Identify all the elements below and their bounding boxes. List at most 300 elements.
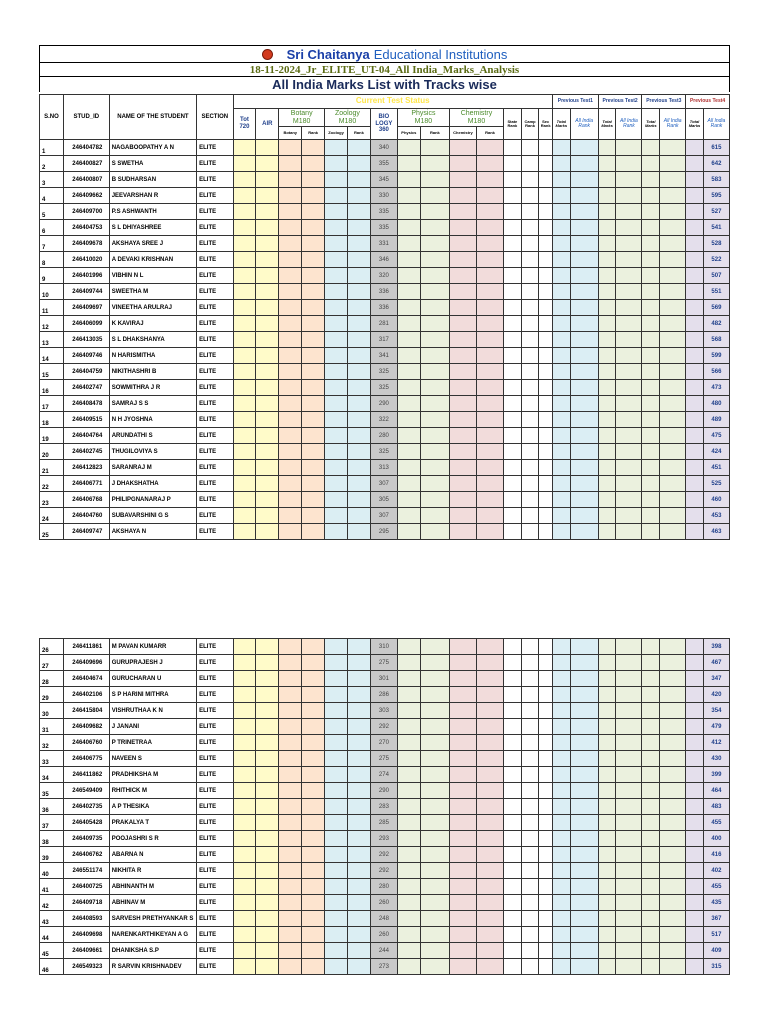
cell-stud-id: 246404764	[63, 428, 109, 444]
cell-biology-score: 285	[370, 815, 397, 831]
cell-empty	[347, 639, 370, 655]
cell-empty	[570, 364, 598, 380]
cell-section: ELITE	[197, 735, 233, 751]
cell-empty	[521, 959, 539, 975]
cell-empty	[347, 364, 370, 380]
cell-empty	[302, 188, 325, 204]
cell-name: GURUCHARAN U	[109, 671, 196, 687]
cell-prev4-rank: 464	[703, 783, 729, 799]
cell-empty	[233, 140, 256, 156]
cell-empty	[686, 332, 704, 348]
cell-empty	[504, 252, 522, 268]
cell-empty	[552, 396, 570, 412]
cell-empty	[476, 220, 503, 236]
cell-empty	[476, 524, 503, 540]
table-row	[40, 188, 730, 204]
table-row	[40, 428, 730, 444]
cell-biology-score: 274	[370, 767, 397, 783]
cell-stud-id: 246409682	[63, 719, 109, 735]
cell-empty	[642, 412, 660, 428]
cell-empty	[302, 783, 325, 799]
cell-empty	[449, 156, 476, 172]
cell-empty	[521, 476, 539, 492]
table-row	[40, 639, 730, 655]
cell-empty	[347, 719, 370, 735]
cell-empty	[420, 863, 449, 879]
cell-section: ELITE	[197, 428, 233, 444]
cell-empty	[325, 444, 348, 460]
cell-empty	[616, 476, 642, 492]
cell-empty	[256, 396, 279, 412]
cell-empty	[325, 364, 348, 380]
cell-empty	[325, 156, 348, 172]
cell-prev4-rank: 451	[703, 460, 729, 476]
cell-empty	[616, 639, 642, 655]
cell-stud-id: 246415804	[63, 703, 109, 719]
cell-sno: 33	[40, 751, 64, 767]
cell-empty	[279, 444, 302, 460]
cell-empty	[233, 524, 256, 540]
cell-empty	[642, 236, 660, 252]
cell-empty	[686, 140, 704, 156]
cell-empty	[504, 863, 522, 879]
cell-section: ELITE	[197, 172, 233, 188]
cell-empty	[420, 332, 449, 348]
cell-prev4-rank: 482	[703, 316, 729, 332]
cell-empty	[256, 380, 279, 396]
cell-empty	[660, 911, 686, 927]
cell-empty	[476, 655, 503, 671]
cell-empty	[302, 671, 325, 687]
cell-empty	[642, 895, 660, 911]
cell-empty	[279, 140, 302, 156]
cell-empty	[397, 444, 420, 460]
cell-empty	[325, 284, 348, 300]
cell-biology-score: 292	[370, 847, 397, 863]
cell-sno: 38	[40, 831, 64, 847]
cell-name: S L DHAKSHANYA	[109, 332, 196, 348]
cell-empty	[449, 252, 476, 268]
cell-empty	[347, 236, 370, 252]
cell-sno: 18	[40, 412, 64, 428]
cell-empty	[347, 172, 370, 188]
cell-section: ELITE	[197, 156, 233, 172]
cell-prev4-rank: 473	[703, 380, 729, 396]
cell-empty	[325, 687, 348, 703]
cell-empty	[642, 959, 660, 975]
cell-empty	[325, 703, 348, 719]
table-row	[40, 943, 730, 959]
cell-empty	[256, 364, 279, 380]
cell-empty	[570, 444, 598, 460]
cell-name: THUGILOVIYA S	[109, 444, 196, 460]
cell-empty	[302, 719, 325, 735]
cell-empty	[233, 492, 256, 508]
cell-empty	[420, 172, 449, 188]
cell-empty	[476, 428, 503, 444]
cell-sno: 3	[40, 172, 64, 188]
cell-empty	[256, 140, 279, 156]
cell-empty	[476, 639, 503, 655]
cell-name: PRADHIKSHA M	[109, 767, 196, 783]
cell-empty	[616, 396, 642, 412]
cell-empty	[660, 687, 686, 703]
cell-empty	[302, 831, 325, 847]
cell-empty	[279, 412, 302, 428]
cell-empty	[420, 735, 449, 751]
cell-empty	[397, 927, 420, 943]
cell-empty	[539, 687, 553, 703]
cell-empty	[616, 220, 642, 236]
table-row	[40, 268, 730, 284]
cell-section: ELITE	[197, 943, 233, 959]
cell-empty	[449, 863, 476, 879]
cell-empty	[660, 428, 686, 444]
cell-empty	[302, 220, 325, 236]
cell-empty	[279, 895, 302, 911]
cell-empty	[476, 927, 503, 943]
cell-empty	[521, 863, 539, 879]
cell-empty	[476, 879, 503, 895]
cell-empty	[397, 655, 420, 671]
cell-empty	[504, 879, 522, 895]
cell-empty	[570, 895, 598, 911]
cell-empty	[539, 284, 553, 300]
cell-biology-score: 290	[370, 396, 397, 412]
cell-empty	[347, 220, 370, 236]
cell-empty	[570, 300, 598, 316]
cell-empty	[539, 348, 553, 364]
cell-section: ELITE	[197, 460, 233, 476]
cell-empty	[302, 156, 325, 172]
cell-empty	[686, 863, 704, 879]
cell-empty	[347, 300, 370, 316]
cell-empty	[552, 815, 570, 831]
cell-empty	[598, 316, 616, 332]
cell-empty	[302, 460, 325, 476]
cell-empty	[660, 895, 686, 911]
cell-empty	[347, 380, 370, 396]
cell-empty	[256, 284, 279, 300]
cell-empty	[660, 156, 686, 172]
cell-empty	[420, 300, 449, 316]
cell-empty	[552, 959, 570, 975]
cell-empty	[449, 380, 476, 396]
cell-empty	[504, 188, 522, 204]
cell-empty	[325, 268, 348, 284]
cell-empty	[420, 380, 449, 396]
cell-empty	[616, 524, 642, 540]
cell-empty	[397, 831, 420, 847]
cell-empty	[476, 204, 503, 220]
cell-empty	[397, 396, 420, 412]
cell-empty	[660, 927, 686, 943]
cell-empty	[570, 508, 598, 524]
cell-empty	[660, 492, 686, 508]
cell-section: ELITE	[197, 799, 233, 815]
cell-biology-score: 341	[370, 348, 397, 364]
cell-empty	[660, 396, 686, 412]
cell-empty	[539, 220, 553, 236]
cell-empty	[504, 943, 522, 959]
cell-empty	[397, 799, 420, 815]
cell-empty	[397, 687, 420, 703]
cell-empty	[302, 140, 325, 156]
cell-empty	[279, 863, 302, 879]
cell-empty	[504, 783, 522, 799]
cell-empty	[420, 687, 449, 703]
cell-empty	[420, 412, 449, 428]
cell-empty	[397, 508, 420, 524]
sub-botany-rank: Rank	[302, 127, 325, 140]
cell-empty	[476, 719, 503, 735]
cell-empty	[420, 188, 449, 204]
col-air: AIR	[256, 109, 279, 140]
cell-biology-score: 325	[370, 380, 397, 396]
cell-empty	[233, 236, 256, 252]
cell-empty	[570, 847, 598, 863]
cell-empty	[539, 671, 553, 687]
cell-section: ELITE	[197, 767, 233, 783]
cell-section: ELITE	[197, 508, 233, 524]
cell-empty	[397, 959, 420, 975]
cell-empty	[686, 719, 704, 735]
cell-empty	[325, 508, 348, 524]
cell-empty	[302, 847, 325, 863]
cell-empty	[256, 508, 279, 524]
cell-empty	[397, 847, 420, 863]
cell-empty	[279, 959, 302, 975]
cell-empty	[616, 687, 642, 703]
cell-empty	[279, 220, 302, 236]
cell-empty	[521, 927, 539, 943]
cell-sno: 45	[40, 943, 64, 959]
cell-empty	[521, 799, 539, 815]
cell-empty	[552, 687, 570, 703]
table-row	[40, 847, 730, 863]
cell-empty	[302, 879, 325, 895]
cell-empty	[539, 655, 553, 671]
cell-prev4-rank: 480	[703, 396, 729, 412]
cell-sno: 29	[40, 687, 64, 703]
cell-empty	[420, 719, 449, 735]
cell-empty	[256, 444, 279, 460]
cell-empty	[616, 444, 642, 460]
cell-stud-id: 246404760	[63, 508, 109, 524]
cell-empty	[598, 204, 616, 220]
table-row	[40, 783, 730, 799]
cell-name: VIBHIN N L	[109, 268, 196, 284]
cell-empty	[521, 767, 539, 783]
cell-section: ELITE	[197, 188, 233, 204]
cell-empty	[397, 767, 420, 783]
cell-empty	[302, 476, 325, 492]
cell-sno: 36	[40, 799, 64, 815]
cell-empty	[552, 895, 570, 911]
cell-empty	[279, 719, 302, 735]
cell-empty	[539, 863, 553, 879]
cell-empty	[302, 863, 325, 879]
cell-sno: 1	[40, 140, 64, 156]
cell-empty	[302, 204, 325, 220]
cell-empty	[521, 895, 539, 911]
cell-empty	[660, 204, 686, 220]
cell-biology-score: 290	[370, 783, 397, 799]
cell-empty	[616, 783, 642, 799]
cell-name: P.S ASHWANTH	[109, 204, 196, 220]
cell-empty	[449, 831, 476, 847]
cell-stud-id: 246408478	[63, 396, 109, 412]
cell-empty	[616, 428, 642, 444]
cell-empty	[449, 847, 476, 863]
cell-biology-score: 248	[370, 911, 397, 927]
cell-empty	[642, 268, 660, 284]
cell-section: ELITE	[197, 863, 233, 879]
cell-empty	[552, 751, 570, 767]
cell-empty	[420, 476, 449, 492]
cell-empty	[325, 172, 348, 188]
marks-table-page-2	[39, 638, 730, 975]
cell-empty	[449, 476, 476, 492]
cell-empty	[616, 300, 642, 316]
cell-empty	[570, 316, 598, 332]
cell-biology-score: 322	[370, 412, 397, 428]
cell-empty	[539, 927, 553, 943]
cell-empty	[521, 268, 539, 284]
cell-empty	[660, 332, 686, 348]
cell-empty	[279, 799, 302, 815]
cell-empty	[279, 508, 302, 524]
cell-empty	[539, 428, 553, 444]
cell-empty	[521, 364, 539, 380]
cell-empty	[347, 863, 370, 879]
cell-empty	[347, 444, 370, 460]
cell-empty	[660, 476, 686, 492]
cell-empty	[397, 316, 420, 332]
cell-empty	[686, 831, 704, 847]
cell-biology-score: 295	[370, 524, 397, 540]
cell-name: SOWMITHRA J R	[109, 380, 196, 396]
cell-empty	[660, 284, 686, 300]
cell-empty	[504, 172, 522, 188]
cell-prev4-rank: 412	[703, 735, 729, 751]
cell-empty	[302, 508, 325, 524]
cell-empty	[552, 655, 570, 671]
cell-empty	[397, 783, 420, 799]
cell-empty	[397, 140, 420, 156]
cell-empty	[616, 911, 642, 927]
cell-empty	[521, 460, 539, 476]
cell-empty	[325, 847, 348, 863]
cell-empty	[302, 911, 325, 927]
cell-empty	[347, 767, 370, 783]
sub-zoology-rank: Rank	[347, 127, 370, 140]
cell-name: VISHRUTHAA K N	[109, 703, 196, 719]
cell-empty	[660, 300, 686, 316]
cell-empty	[449, 220, 476, 236]
cell-stud-id: 246409700	[63, 204, 109, 220]
cell-name: POOJASHRI S R	[109, 831, 196, 847]
cell-biology-score: 313	[370, 460, 397, 476]
cell-biology-score: 307	[370, 476, 397, 492]
cell-empty	[539, 188, 553, 204]
exam-title: 18-11-2024_Jr_ELITE_UT-04_All India_Marks_Analysis	[39, 62, 730, 76]
col-camp-rank: Camp Rank	[521, 109, 539, 140]
cell-empty	[279, 188, 302, 204]
cell-name: ARUNDATHI S	[109, 428, 196, 444]
cell-empty	[397, 156, 420, 172]
cell-biology-score: 310	[370, 639, 397, 655]
cell-empty	[660, 959, 686, 975]
cell-empty	[476, 911, 503, 927]
cell-empty	[279, 332, 302, 348]
cell-empty	[347, 332, 370, 348]
cell-empty	[521, 735, 539, 751]
table-row	[40, 316, 730, 332]
cell-prev4-rank: 430	[703, 751, 729, 767]
table-row	[40, 895, 730, 911]
table-row	[40, 252, 730, 268]
cell-empty	[302, 767, 325, 783]
cell-stud-id: 246406762	[63, 847, 109, 863]
cell-empty	[449, 959, 476, 975]
cell-biology-score: 280	[370, 879, 397, 895]
cell-name: R SARVIN KRISHNADEV	[109, 959, 196, 975]
cell-empty	[570, 332, 598, 348]
cell-sno: 35	[40, 783, 64, 799]
cell-section: ELITE	[197, 300, 233, 316]
cell-prev4-rank: 479	[703, 719, 729, 735]
cell-empty	[420, 140, 449, 156]
cell-biology-score: 335	[370, 220, 397, 236]
cell-empty	[233, 252, 256, 268]
cell-empty	[552, 284, 570, 300]
cell-empty	[233, 460, 256, 476]
cell-empty	[570, 655, 598, 671]
cell-empty	[347, 671, 370, 687]
cell-name: SUBAVARSHINI G S	[109, 508, 196, 524]
cell-sno: 4	[40, 188, 64, 204]
cell-empty	[521, 348, 539, 364]
cell-empty	[570, 879, 598, 895]
cell-empty	[233, 508, 256, 524]
cell-empty	[279, 396, 302, 412]
cell-empty	[279, 204, 302, 220]
cell-empty	[539, 364, 553, 380]
cell-empty	[686, 895, 704, 911]
cell-empty	[449, 412, 476, 428]
cell-sno: 44	[40, 927, 64, 943]
cell-empty	[552, 847, 570, 863]
cell-stud-id: 246409746	[63, 348, 109, 364]
cell-biology-score: 281	[370, 316, 397, 332]
cell-empty	[686, 284, 704, 300]
cell-empty	[598, 895, 616, 911]
cell-sno: 8	[40, 252, 64, 268]
cell-empty	[449, 140, 476, 156]
cell-empty	[325, 140, 348, 156]
cell-empty	[347, 703, 370, 719]
cell-empty	[570, 959, 598, 975]
cell-empty	[570, 172, 598, 188]
cell-prev4-rank: 489	[703, 412, 729, 428]
cell-empty	[598, 364, 616, 380]
table-row	[40, 332, 730, 348]
cell-stud-id: 246406771	[63, 476, 109, 492]
cell-empty	[420, 639, 449, 655]
cell-empty	[476, 959, 503, 975]
cell-empty	[616, 316, 642, 332]
